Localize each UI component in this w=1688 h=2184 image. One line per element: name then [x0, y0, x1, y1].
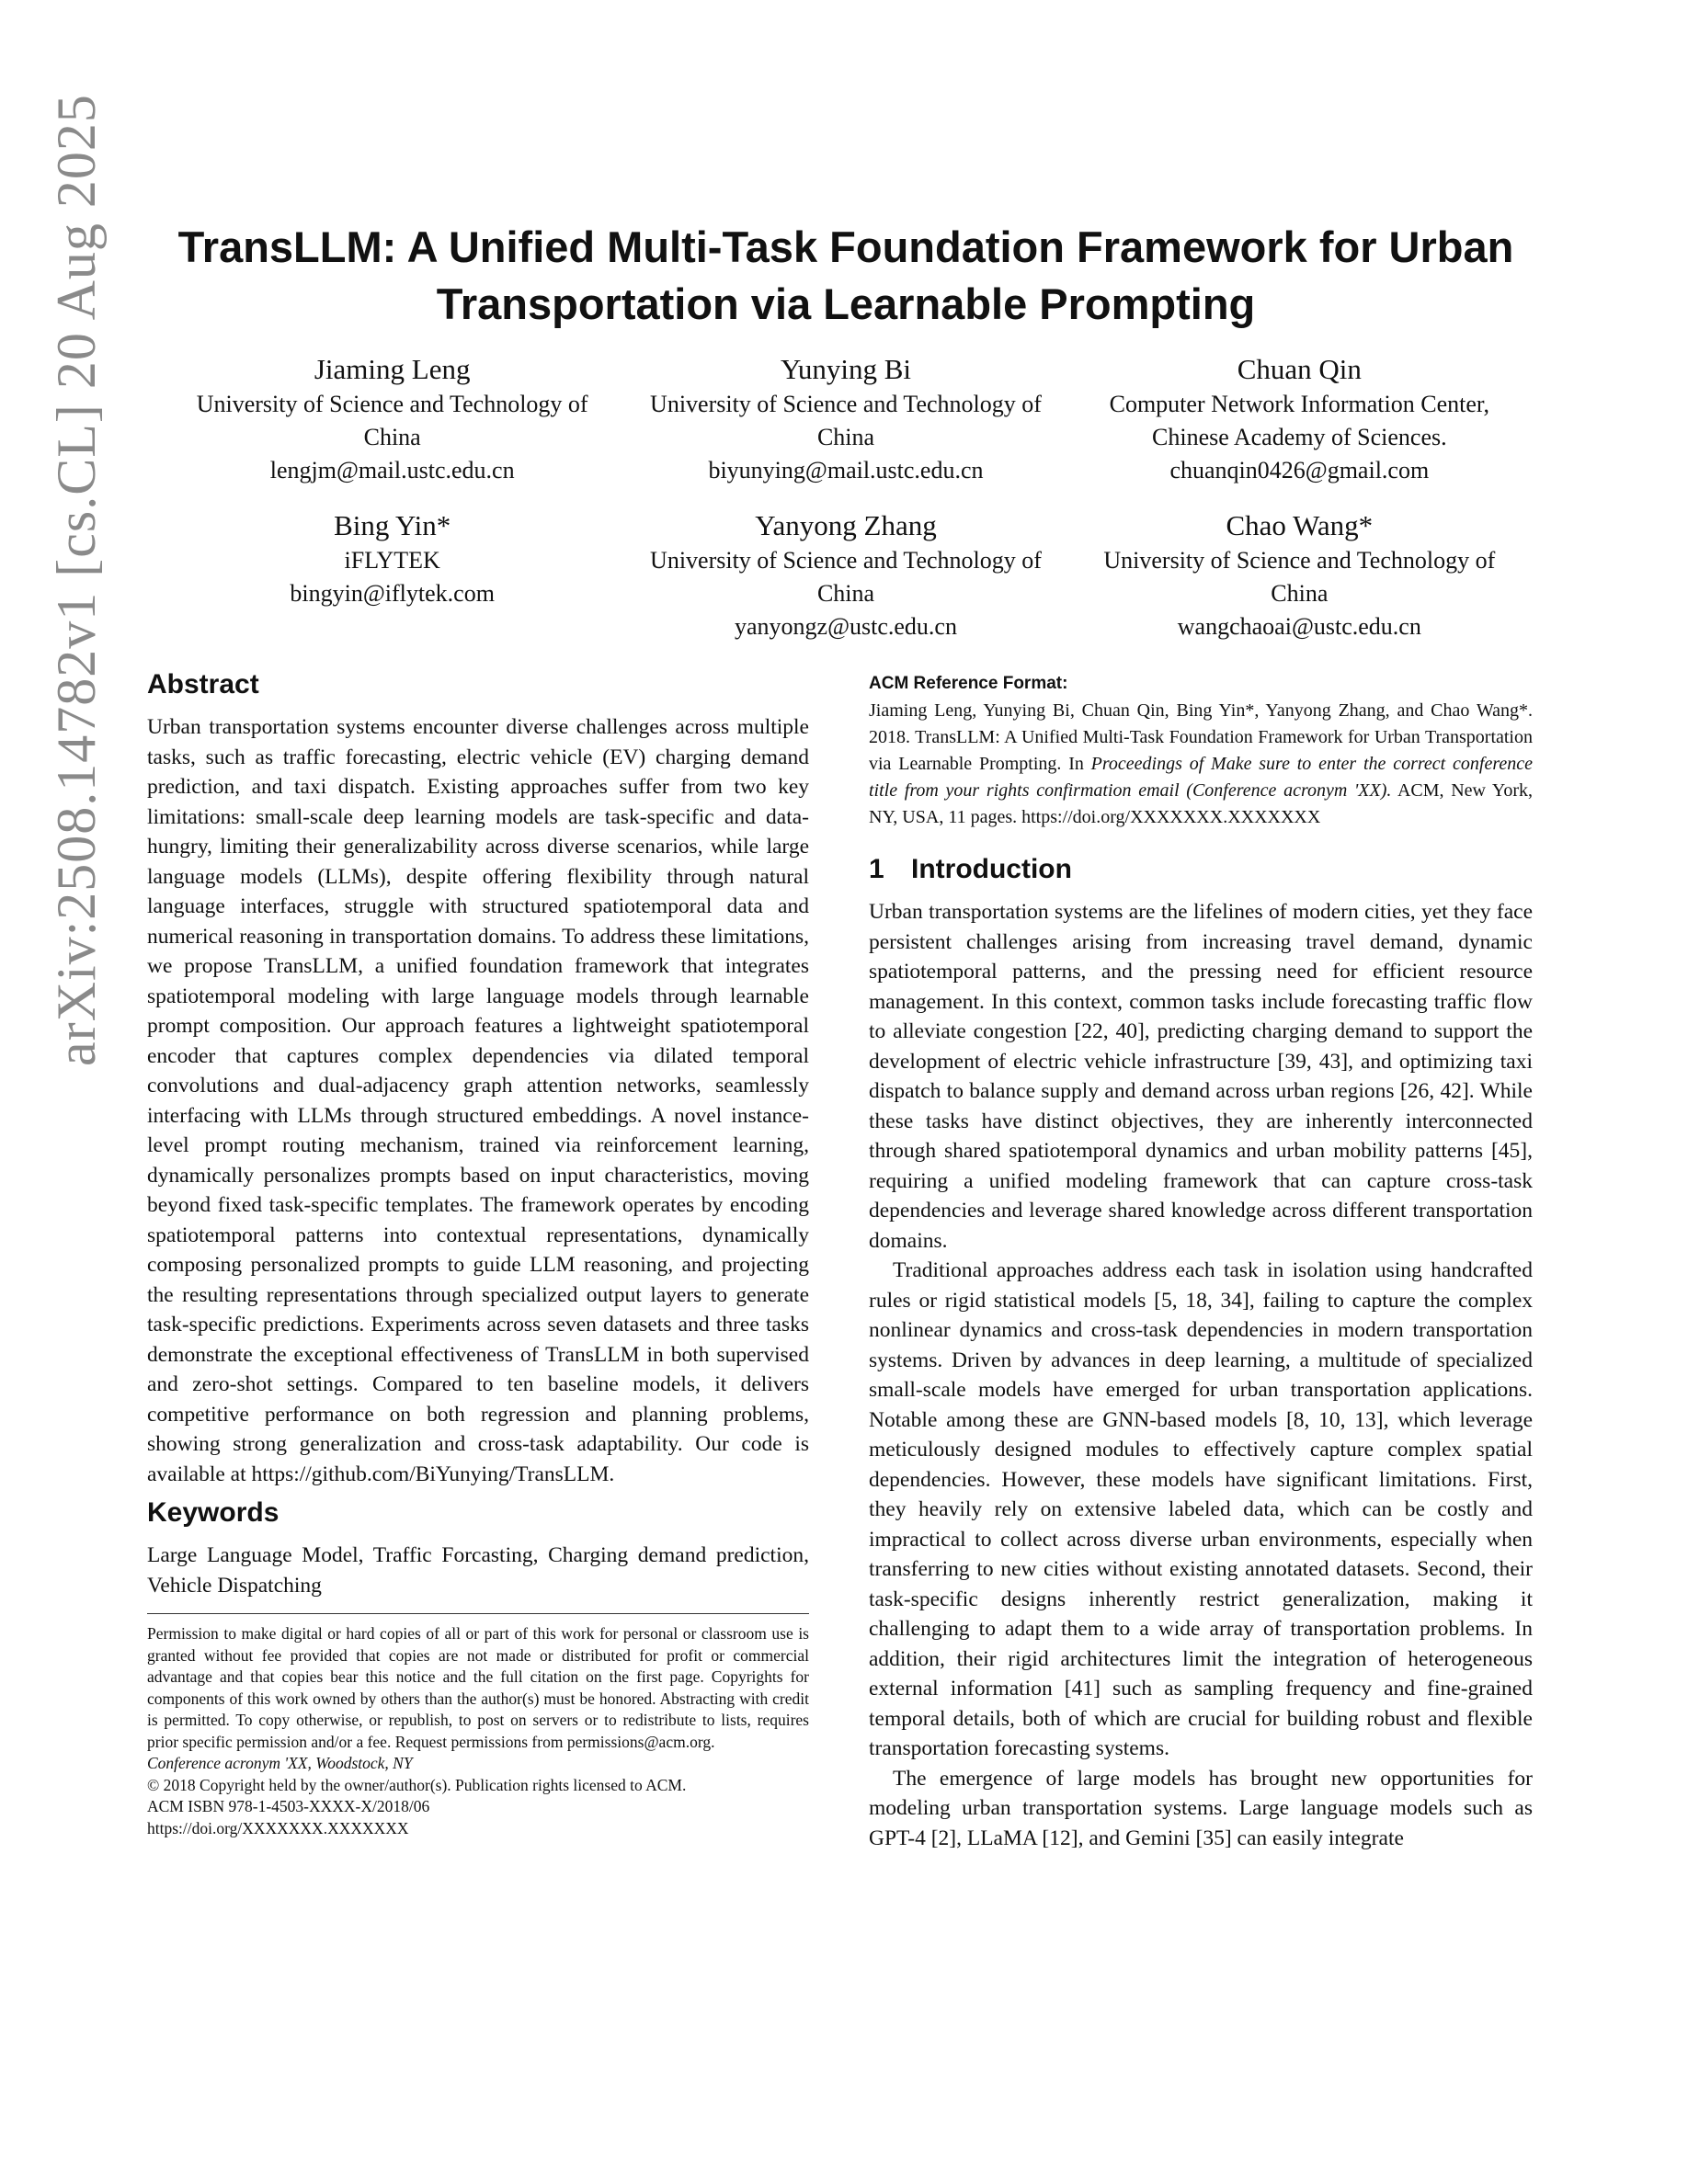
author-affiliation: University of Science and Technology of China: [1103, 547, 1496, 607]
author-name: Bing Yin*: [334, 509, 451, 541]
acm-reference-text: [869, 698, 1533, 831]
conference-line: Conference acronym 'XX, Woodstock, NY: [147, 1754, 413, 1772]
acm-reference-part: ACM, New York, NY, USA, 11 pages. https://doi.org/XXXXXXX.XXXXXXX: [869, 780, 1533, 827]
author-card: [165, 351, 619, 487]
paper-title: TransLLM: A Unified Multi-Task Foundation Framework for Urban Transportation via Learnable Prompting: [177, 222, 1514, 328]
author-name: Jiaming Leng: [314, 353, 471, 385]
doi-line: https://doi.org/XXXXXXX.XXXXXXX: [147, 1818, 409, 1837]
introduction-heading: [869, 851, 1533, 888]
abstract-text: Urban transportation systems encounter diverse challenges across multiple tasks, such as traffic forecasting, electric vehicle (EV) charging demand prediction, and taxi dispatch. Existing approaches suffer from two key limitations: small-scale deep learning models are task-specific and data-hungry, limiting their generalizability across diverse scenarios, while large language models (LLMs), despite offering flexibility through natural language interfaces, struggle with structured spatiotemporal data and numerical reasoning in transportation domains. To address these limitations, we propose TransLLM, a unified foundation framework that integrates spatiotemporal modeling with large language models through learnable prompt composition. Our approach features a lightweight spatiotemporal encoder that captures complex dependencies via dilated temporal convolutions and dual-adjacency graph attention networks, seamlessly interfacing with LLMs through structured embeddings. A novel instance-level prompt routing mechanism, trained via reinforcement learning, dynamically personalizes prompts based on input characteristics, moving beyond fixed task-specific templates. The framework operates by encoding spatiotemporal patterns into contextual representations, dynamically composing personalized prompts to guide LLM reasoning, and projecting the resulting representations through specialized output layers to generate task-specific predictions. Experiments across seven datasets and three tasks demonstrate the exceptional effectiveness of TransLLM in both supervised and zero-shot settings. Compared to ten baseline models, it delivers competitive performance on both regression and planning problems, showing strong generalization and cross-task adaptability. Our code is available at https://github.com/BiYunying/TransLLM.: [147, 715, 809, 1486]
keywords-text: Large Language Model, Traffic Forcasting, Charging demand prediction, Vehicle Dispatching: [147, 1543, 809, 1598]
intro-paragraph: Traditional approaches address each task in isolation using handcrafted rules or rigid statistical models [5, 18, 34], failing to capture the complex nonlinear dynamics and cross-task dependencies in modern transportation systems. Driven by advances in deep learning, a multitude of specialized small-scale models have emerged for urban transportation applications. Notable among these are GNN-based models [8, 10, 13], which leverage meticulously designed modules to effectively capture complex spatial dependencies. However, these models have significant limitations. First, they heavily rely on extensive labeled data, which can be costly and impractical to collect across diverse urban environments, especially when transferring to new cities without existing annotated datasets. Second, their task-specific designs inherently restrict generalization, making it challenging to adapt them to a wide array of transportation problems. In addition, their rigid architectures limit the integration of heterogeneous external information [41] such as sampling frequency and fine-grained temporal details, both of which are crucial for building robust and flexible transportation forecasting systems.: [869, 1258, 1533, 1760]
author-email: chuanqin0426@gmail.com: [1169, 457, 1430, 483]
isbn-line: ACM ISBN 978-1-4503-XXXX-X/2018/06: [147, 1797, 430, 1815]
author-affiliation: University of Science and Technology of China: [650, 547, 1042, 607]
acm-reference-venue: Proceedings of Make sure to enter the correct conference title from your rights confirmation email (Conference acronym 'XX).: [869, 754, 1533, 801]
copyright-line: © 2018 Copyright held by the owner/author(s). Publication rights licensed to ACM.: [147, 1775, 687, 1794]
author-affiliation: Computer Network Information Center, Chinese Academy of Sciences.: [1109, 391, 1490, 450]
author-name: Yanyong Zhang: [755, 509, 937, 541]
author-name: Yunying Bi: [780, 353, 912, 385]
arxiv-stamp: arXiv:2508.14782v1 [cs.CL] 20 Aug 2025: [46, 94, 107, 1066]
author-email: yanyongz@ustc.edu.cn: [734, 613, 957, 640]
section-number: 1: [869, 854, 884, 884]
author-affiliation: University of Science and Technology of China: [650, 391, 1042, 450]
author-email: wangchaoai@ustc.edu.cn: [1177, 613, 1421, 640]
author-affiliation: iFLYTEK: [344, 547, 440, 574]
right-column: [869, 666, 1533, 1853]
intro-paragraph: The emergence of large models has brought new opportunities for modeling urban transportation systems. Large language models such as GPT-4 [2], LLaMA [12], and Gemini [35] can easily integrate: [869, 1766, 1533, 1850]
author-name: Chuan Qin: [1237, 353, 1362, 385]
section-title: Introduction: [911, 854, 1072, 884]
acm-reference-heading: ACM Reference Format:: [869, 674, 1068, 693]
author-card: [1073, 507, 1526, 643]
author-card: [165, 507, 619, 643]
keywords-heading: Keywords: [147, 1497, 279, 1528]
author-email: bingyin@iflytek.com: [290, 580, 495, 607]
author-block: [165, 351, 1526, 643]
footnote-divider: [147, 1613, 809, 1614]
author-email: lengjm@mail.ustc.edu.cn: [269, 457, 515, 483]
abstract-heading: Abstract: [147, 669, 259, 700]
permission-notice: Permission to make digital or hard copies of all or part of this work for personal or classroom use is granted without fee provided that copies are not made or distributed for profit or commercial advantage and that copies bear this notice and the full citation on the first page. Copyrights for components of this work owned by others than the author(s) must be honored. Abstracting with credit is permitted. To copy otherwise, or republish, to post on servers or to redistribute to lists, requires prior specific permission and/or a fee. Request permissions from permissions@acm.org.: [147, 1624, 809, 1751]
author-affiliation: University of Science and Technology of China: [196, 391, 588, 450]
author-card: [619, 507, 1072, 643]
intro-paragraph: Urban transportation systems are the lifelines of modern cities, yet they face persistent challenges arising from increasing travel demand, dynamic spatiotemporal patterns, and the pressing need for efficient resource management. In this context, common tasks include forecasting traffic flow to alleviate congestion [22, 40], predicting charging demand to support the development of electric vehicle infrastructure [39, 43], and optimizing taxi dispatch to balance supply and demand across urban regions [26, 42]. While these tasks have distinct objectives, they are inherently interconnected through shared spatiotemporal dynamics and urban mobility patterns [45], requiring a unified modeling framework that can capture cross-task dependencies and leverage shared knowledge across different transportation domains.: [869, 900, 1533, 1253]
author-name: Chao Wang*: [1226, 509, 1374, 541]
author-card: [1073, 351, 1526, 487]
left-column: [147, 666, 809, 1839]
acm-reference-part: Jiaming Leng, Yunying Bi, Chuan Qin, Bing Yin*, Yanyong Zhang, and Chao Wang*. 2018. TransLLM: A Unified Multi-Task Foundation Framework for Urban Transportation via Learnable Prompting. In: [869, 700, 1533, 774]
author-card: [619, 351, 1072, 487]
author-email: biyunying@mail.ustc.edu.cn: [708, 457, 984, 483]
